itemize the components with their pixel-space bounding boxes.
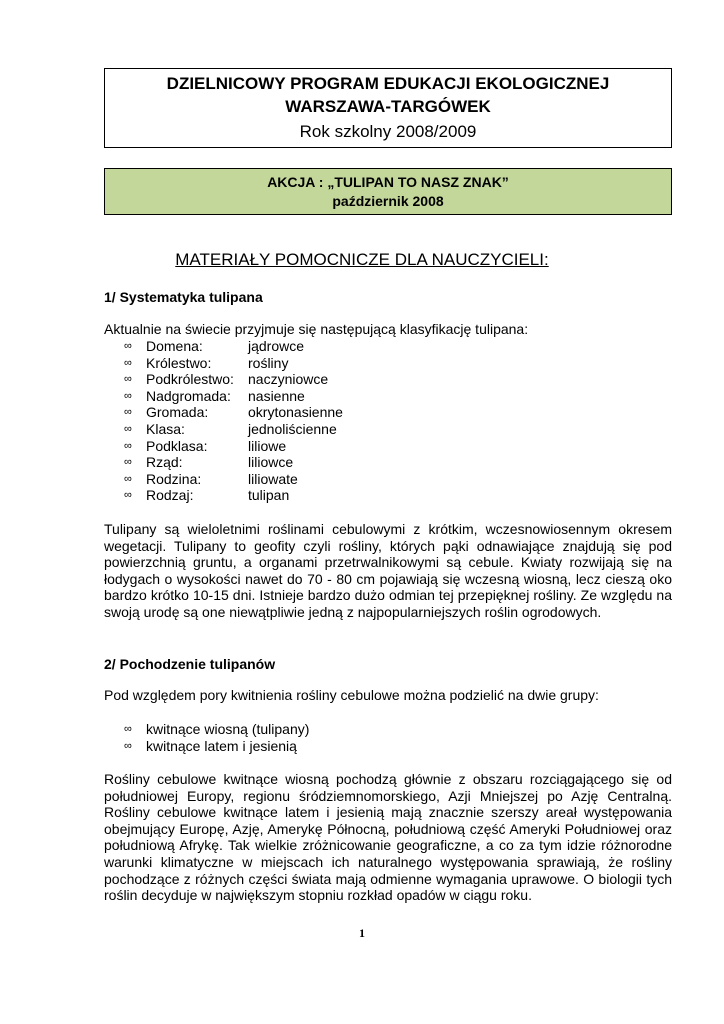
list-item: ∞ Domena: jądrowce: [124, 338, 305, 354]
infinity-bullet-icon: ∞: [124, 422, 132, 435]
materials-title: MATERIAŁY POMOCNICZE DLA NAUCZYCIELI:: [175, 250, 549, 269]
list-item: ∞ Podkrólestwo: naczyniowce: [124, 371, 329, 388]
infinity-bullet-icon: ∞: [124, 723, 132, 735]
list-item: ∞ Nadgromada: nasienne: [124, 387, 305, 404]
list-item: ∞ kwitnące wiosną (tulipany): [124, 721, 310, 737]
infinity-bullet-icon: ∞: [124, 472, 132, 485]
section2-heading: 2/ Pochodzenie tulipanów: [104, 656, 276, 672]
action-date: październik 2008: [332, 193, 444, 209]
list-item: ∞ Rząd: liliowce: [124, 454, 294, 471]
infinity-bullet-icon: ∞: [124, 739, 132, 752]
infinity-bullet-icon: ∞: [124, 340, 132, 352]
action-box: [104, 168, 672, 215]
list-item: ∞ Rodzina: liliowate: [124, 470, 298, 487]
list-item: ∞ Rodzaj: tulipan: [124, 487, 290, 504]
infinity-bullet-icon: ∞: [124, 356, 132, 369]
section1-paragraph: Tulipany są wieloletnimi roślinami cebulowymi z krótkim, wczesnowiosennym okresem wegetacji. Tulipany to geofity czyli rośliny, których pąki odnawiające znajdują się pod powierzchnią gruntu, a organami przetrwalnikowymi są cebule. Kwiaty rozwijają się na łodygach o wysokości nawet do 70 - 80 cm pojawiają się wczesną wiosną, lecz cieszą oko bardzo krótko 10-15 dni. Istnieje bardzo dużo odmian tej przepięknej rośliny. Ze względu na swoją urodę są one niewątpliwie jedną z najpopularniejszych roślin ogrodowych.: [104, 521, 672, 620]
bloom-groups-list: [124, 721, 309, 754]
infinity-bullet-icon: ∞: [124, 373, 132, 386]
list-item: ∞ Klasa: jednoliścienne: [124, 420, 337, 437]
program-title: DZIELNICOWY PROGRAM EDUKACJI EKOLOGICZNEJ: [166, 74, 610, 93]
section1-heading: 1/ Systematyka tulipana: [104, 289, 263, 305]
infinity-bullet-icon: ∞: [124, 389, 132, 402]
list-item: ∞ Gromada: okrytonasienne: [124, 404, 343, 421]
section2-intro: Pod względem pory kwitnienia rośliny cebulowe można podzielić na dwie grupy:: [104, 687, 599, 703]
infinity-bullet-icon: ∞: [124, 406, 132, 419]
infinity-bullet-icon: ∞: [124, 456, 132, 469]
section1-intro: Aktualnie na świecie przyjmuje się następującą klasyfikację tulipana:: [104, 321, 529, 337]
school-year: Rok szkolny 2008/2009: [299, 122, 477, 141]
list-item: ∞ Królestwo: rośliny: [124, 354, 289, 371]
page-number: 1: [359, 926, 365, 940]
infinity-bullet-icon: ∞: [124, 489, 132, 502]
infinity-bullet-icon: ∞: [124, 439, 132, 452]
program-district: WARSZAWA-TARGÓWEK: [285, 97, 491, 116]
action-title: AKCJA : „TULIPAN TO NASZ ZNAK”: [267, 174, 509, 190]
taxonomy-list: [124, 338, 343, 504]
list-item: ∞ Podklasa: liliowe: [124, 437, 287, 454]
program-header-box: [104, 68, 672, 148]
section2-paragraph: Rośliny cebulowe kwitnące wiosną pochodzą głównie z obszaru rozciągającego się od południowej Europy, regionu śródziemnomorskiego, Azji Mniejszej po Azję Centralną. Rośliny cebulowe kwitnące latem i jesienią mają znacznie szerszy areał występowania obejmujący Europę, Azję, Amerykę Północną, południową część Ameryki Południowej oraz południową Afrykę. Tak wielkie zróżnicowanie geograficzne, a co za tym idzie różnorodne warunki klimatyczne w miejscach ich naturalnego występowania sprawiają, że rośliny pochodzące z różnych części świata mają odmienne wymagania uprawowe. O biologii tych roślin decyduje w największym stopniu rozkład opadów w ciągu roku.: [104, 771, 672, 904]
list-item: ∞ kwitnące latem i jesienią: [124, 737, 297, 754]
